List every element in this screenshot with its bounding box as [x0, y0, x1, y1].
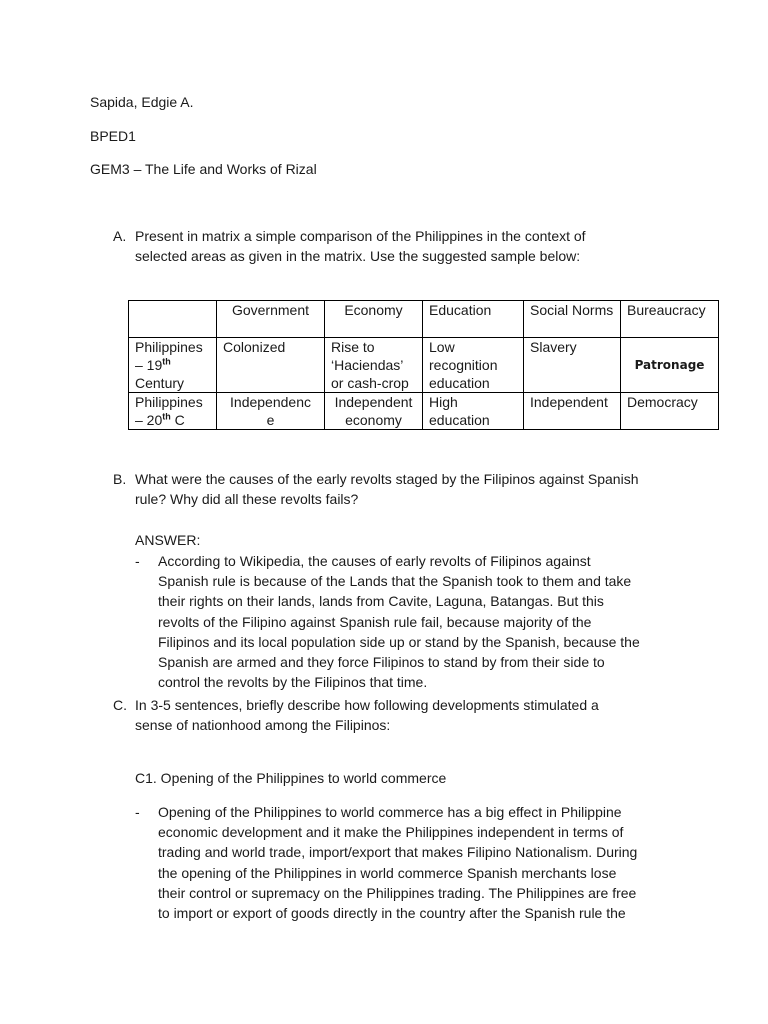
table-row [129, 393, 719, 430]
table-row [129, 338, 719, 393]
table-row [129, 301, 719, 338]
table-header-cell: Economy [325, 301, 423, 338]
c1-title: C1. Opening of the Philippines to world commerce [135, 770, 447, 786]
question-b-marker: B. [113, 471, 127, 487]
cell-line: ‘Haciendas’ [331, 357, 404, 373]
table-cell [423, 338, 524, 393]
answer-line: Filipinos and its local population side up or stand by the Spanish, because the [158, 633, 640, 650]
answer-line: economic development and it make the Philippines independent in terms of [158, 824, 624, 841]
answer-line: their rights on their lands, lands from Cavite, Laguna, Batangas. But this [158, 593, 604, 610]
dash-bullet: - [135, 553, 140, 569]
answer-c1-paragraph [135, 802, 695, 923]
cell-line: economy [345, 412, 402, 428]
question-b [113, 469, 693, 509]
row-label-part: C [170, 412, 185, 428]
cell-line: High [429, 394, 458, 410]
answer-line: Spanish rule is because of the Lands that the Spanish took to them and take [158, 573, 632, 590]
table-header-cell: Bureaucracy [621, 301, 719, 338]
answer-line: Spanish are armed and they force Filipinos to stand by from their side to [158, 654, 605, 671]
table-header-cell [129, 301, 217, 338]
cell-line: Independent [334, 394, 413, 410]
student-name: Sapida, Edgie A. [90, 94, 194, 110]
row-label-part: – 19 [135, 357, 163, 373]
question-a-marker: A. [113, 228, 127, 244]
question-c-line: In 3-5 sentences, briefly describe how following developments stimulated a [135, 697, 599, 713]
table-cell: Independent [524, 393, 621, 430]
row-label-text: Century [135, 375, 185, 391]
student-course: BPED1 [90, 128, 136, 144]
answer-line: the opening of the Philippines in world commerce Spanish merchants lose [158, 864, 617, 881]
comparison-matrix [128, 300, 719, 430]
cell-line: education [429, 412, 490, 428]
answer-line: According to Wikipedia, the causes of early revolts of Filipinos against [158, 553, 591, 569]
question-a-line: Present in matrix a simple comparison of the Philippines in the context of [135, 228, 586, 244]
cell-line: recognition [429, 357, 498, 373]
answer-line: to import or export of goods directly in the country after the Spanish rule the [158, 905, 626, 922]
answer-b-paragraph [135, 551, 695, 692]
table-cell: Colonized [217, 338, 325, 393]
table-header-cell: Government [217, 301, 325, 338]
table-cell [423, 393, 524, 430]
table-header-cell: Education [423, 301, 524, 338]
answer-line: trading and world trade, import/export that makes Filipino Nationalism. During [158, 844, 638, 861]
table-cell: Slavery [524, 338, 621, 393]
cell-line: Rise to [331, 339, 375, 355]
answer-line: Opening of the Philippines to world commerce has a big effect in Philippine [158, 804, 622, 820]
table-cell [325, 393, 423, 430]
answer-line: their control or supremacy on the Philippines trading. The Philippines are free [158, 884, 637, 901]
question-b-line: What were the causes of the early revolts staged by the Filipinos against Spanish [135, 471, 639, 487]
row-label-text [135, 411, 210, 429]
row-label-19th-century [129, 338, 217, 393]
question-a-line: selected areas as given in the matrix. Use the suggested sample below: [135, 248, 581, 264]
row-label-part: – 20 [135, 412, 163, 428]
cell-line: Independenc [230, 394, 311, 410]
cell-line: e [266, 412, 275, 428]
ordinal-superscript: th [162, 356, 171, 367]
cell-line: education [429, 375, 490, 391]
row-label-text [135, 356, 210, 374]
answer-line: control the revolts by the Filipinos that time. [158, 674, 428, 691]
question-c [113, 695, 693, 735]
answer-label: ANSWER: [135, 532, 201, 548]
table-header-cell: Social Norms [524, 301, 621, 338]
question-c-line: sense of nationhood among the Filipinos: [135, 717, 391, 733]
table-cell: Democracy [621, 393, 719, 430]
row-label-20th-century [129, 393, 217, 430]
cell-line: Low [429, 339, 455, 355]
question-b-line: rule? Why did all these revolts fails? [135, 491, 359, 507]
question-c-marker: C. [113, 697, 127, 713]
answer-line: revolts of the Filipino against Spanish rule fail, because majority of the [158, 613, 592, 630]
ordinal-superscript: th [162, 411, 171, 422]
table-cell: Patronage [621, 338, 719, 393]
question-a [113, 226, 693, 266]
table-cell [325, 338, 423, 393]
row-label-text: Philippines [135, 394, 203, 410]
row-label-text: Philippines [135, 339, 203, 355]
cell-line: or cash-crop [331, 375, 409, 391]
subject-title: GEM3 – The Life and Works of Rizal [90, 161, 317, 177]
table-cell [217, 393, 325, 430]
dash-bullet: - [135, 804, 140, 820]
